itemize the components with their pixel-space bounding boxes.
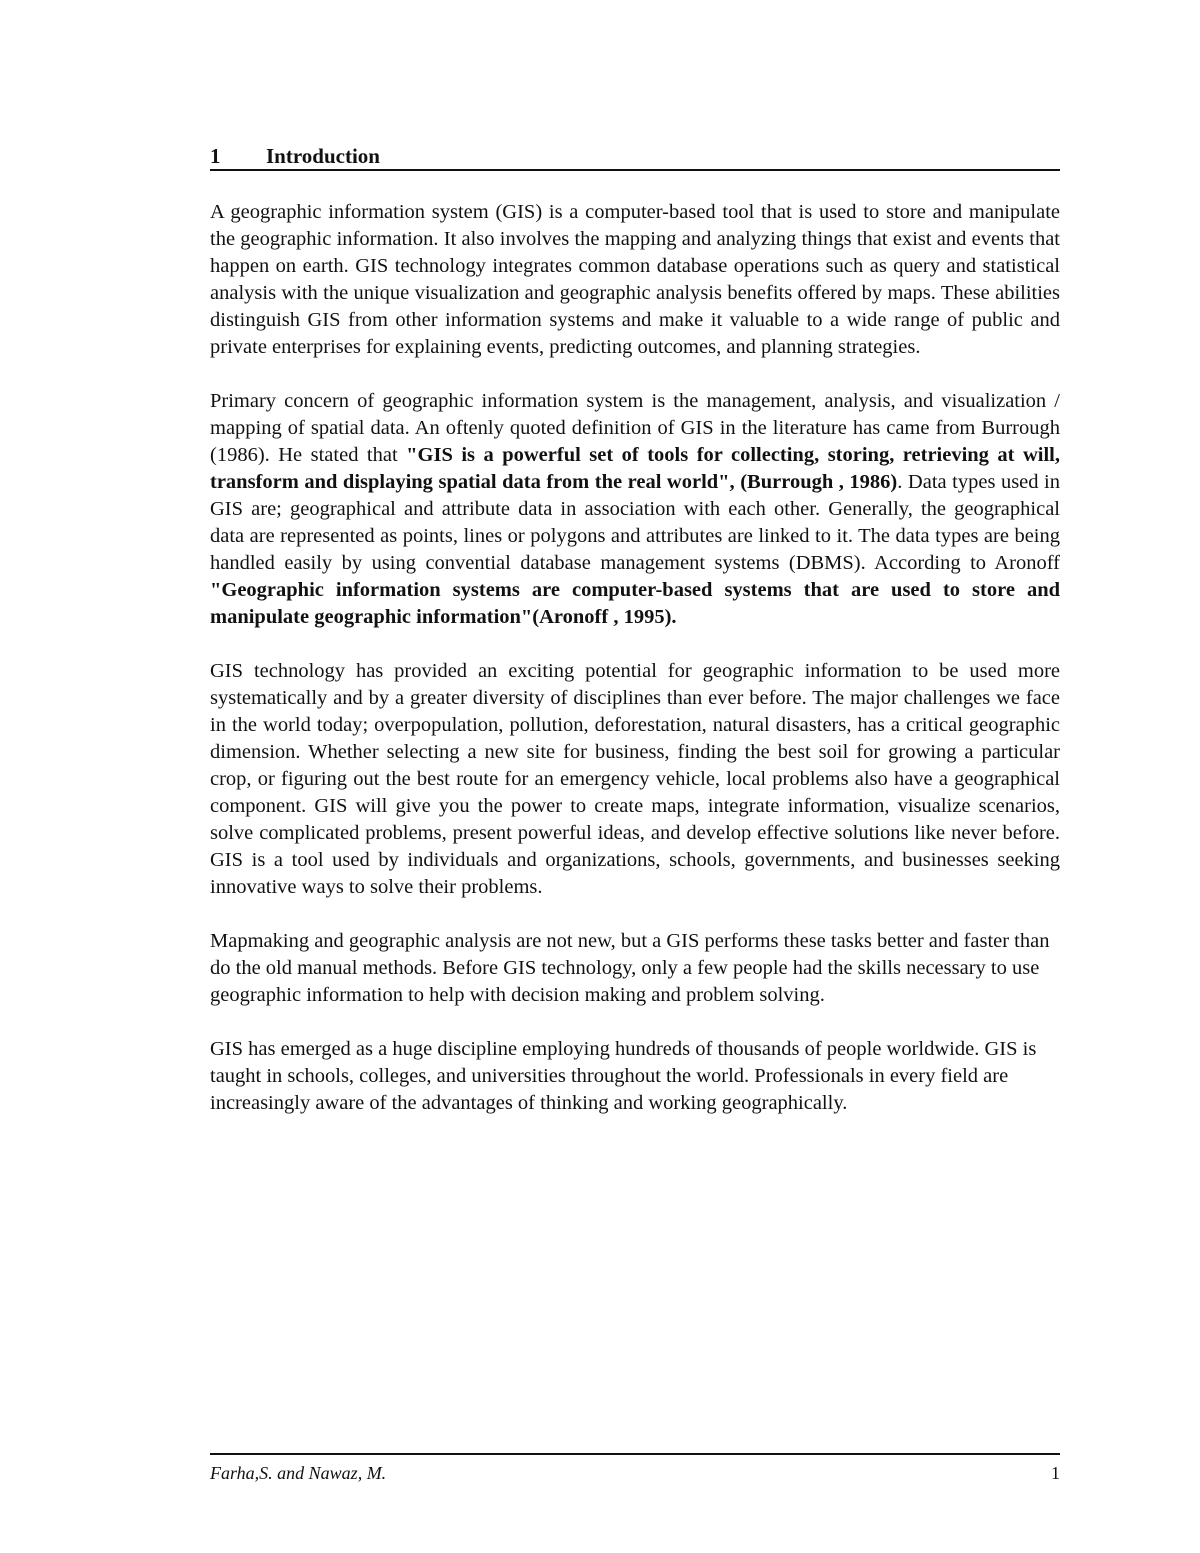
aronoff-quote: "Geographic information systems are computer-based systems that are used to store and manipulate geographic information"(Aronoff , 1995).: [210, 579, 1060, 628]
paragraph-gis-discipline: GIS has emerged as a huge discipline employing hundreds of thousands of people worldwide. GIS is taught in schools, colleges, and universities throughout the world. Professionals in every field are increasingly aware of the advantages of thinking and working geographically.: [210, 1038, 1037, 1114]
paragraph-gis-definition: A geographic information system (GIS) is a computer-based tool that is used to store and manipulate the geographic information. It also involves the mapping and analyzing things that exist and events that happen on earth. GIS technology integrates common database operations such as query and statistical analysis with the unique visualization and geographic analysis benefits offered by maps. These abilities distinguish GIS from other information systems and make it valuable to a wide range of public and private enterprises for explaining events, predicting outcomes, and planning strategies.: [210, 201, 1060, 358]
section-title: Introduction: [266, 144, 380, 168]
paragraph-mapmaking: Mapmaking and geographic analysis are not new, but a GIS performs these tasks better and faster than do the old manual methods. Before GIS technology, only a few people had the skills necessary to use geographic information to help with decision making and problem solving.: [210, 930, 1050, 1006]
paragraph-text: Primary concern of geographic information system is the management, analysis, and visualization / mapping of spatial data. An oftenly quoted definition of GIS in the literature has came from Burrough (1986). He stated that: [210, 390, 1060, 466]
footer-divider: [210, 1453, 1060, 1455]
section-number: 1: [210, 144, 221, 168]
paragraph-primary-concern: [210, 388, 1060, 631]
section-heading: [210, 141, 1060, 171]
paragraph-text: . Data types used in GIS are; geographical and attribute data in association with each other. Generally, the geographical data are represented as points, lines or polygons and attributes are linked to it. The data types are being handled easily by using convential database management systems (DBMS). According to Aronoff: [210, 471, 1061, 574]
burrough-quote: "GIS is a powerful set of tools for collecting, storing, retrieving at will, transform and displaying spatial data from the real world", (Burrough , 1986): [210, 444, 1060, 493]
footer-author: Farha,S. and Nawaz, M.: [210, 1463, 387, 1483]
body-text: [210, 199, 1060, 1144]
page-number: 1: [1051, 1463, 1060, 1483]
paragraph-gis-potential: GIS technology has provided an exciting potential for geographic information to be used more systematically and by a greater diversity of disciplines than ever before. The major challenges we face in the world today; overpopulation, pollution, deforestation, natural disasters, has a critical geographic dimension. Whether selecting a new site for business, finding the best soil for growing a particular crop, or figuring out the best route for an emergency vehicle, local problems also have a geographical component. GIS will give you the power to create maps, integrate information, visualize scenarios, solve complicated problems, present powerful ideas, and develop effective solutions like never before. GIS is a tool used by individuals and organizations, schools, governments, and businesses seeking innovative ways to solve their problems.: [210, 660, 1060, 898]
